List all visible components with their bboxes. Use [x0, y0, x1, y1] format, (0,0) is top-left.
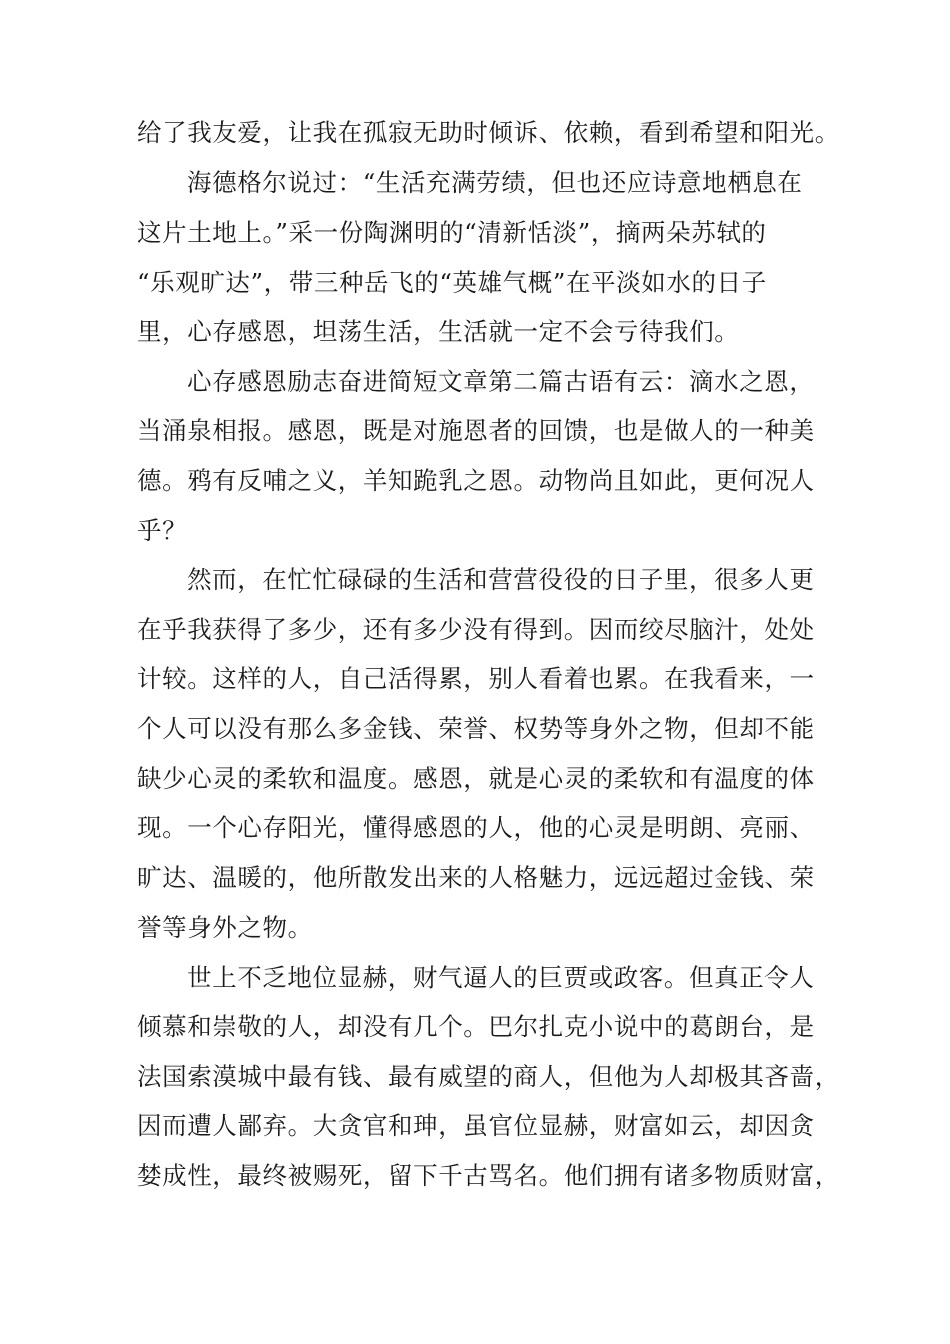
text-line: 个人可以没有那么多金钱、荣誉、权势等身外之物，但却不能	[137, 714, 815, 743]
text-line: 缺少心灵的柔软和温度。感恩，就是心灵的柔软和有温度的体	[137, 764, 815, 793]
paragraph-start-line: 然而，在忙忙碌碌的生活和营营役役的日子里，很多人更	[187, 565, 815, 594]
text-line: 当涌泉相报。感恩，既是对施恩者的回馈，也是做人的一种美	[137, 416, 815, 445]
text-line: 法国索漠城中最有钱、最有威望的商人，但他为人却极其吝啬，	[137, 1062, 840, 1091]
text-line: 因而遭人鄙弃。大贪官和珅，虽官位显赫，财富如云，却因贪	[137, 1111, 815, 1140]
paragraph-start-line: 心存感恩励志奋进简短文章第二篇古语有云：滴水之恩，	[187, 367, 815, 396]
text-line: 乎？	[137, 516, 188, 545]
text-line: 婪成性，最终被赐死，留下千古骂名。他们拥有诸多物质财富，	[137, 1161, 840, 1190]
text-line: 德。鸦有反哺之义，羊知跪乳之恩。动物尚且如此，更何况人	[137, 466, 815, 495]
text-line: 给了我友爱，让我在孤寂无助时倾诉、依赖，看到希望和阳光。	[137, 118, 840, 147]
paragraph-start-line: 世上不乏地位显赫，财气逼人的巨贾或政客。但真正令人	[187, 963, 815, 992]
text-line: 誉等身外之物。	[137, 913, 313, 942]
text-line: 在乎我获得了多少，还有多少没有得到。因而绞尽脑汁，处处	[137, 615, 815, 644]
paragraph-start-line: 海德格尔说过：“生活充满劳绩，但也还应诗意地栖息在	[187, 168, 803, 197]
text-line: 旷达、温暖的，他所散发出来的人格魅力，远远超过金钱、荣	[137, 863, 815, 892]
text-line: 计较。这样的人，自己活得累，别人看着也累。在我看来，一	[137, 664, 815, 693]
text-line: 这片土地上。”采一份陶渊明的“清新恬淡”，摘两朵苏轼的	[137, 218, 767, 247]
text-line: 现。一个心存阳光，懂得感恩的人，他的心灵是明朗、亮丽、	[137, 813, 815, 842]
text-line: “乐观旷达”，带三种岳飞的“英雄气概”在平淡如水的日子	[137, 268, 767, 297]
text-line: 里，心存感恩，坦荡生活，生活就一定不会亏待我们。	[137, 317, 740, 346]
text-line: 倾慕和崇敬的人，却没有几个。巴尔扎克小说中的葛朗台，是	[137, 1012, 815, 1041]
